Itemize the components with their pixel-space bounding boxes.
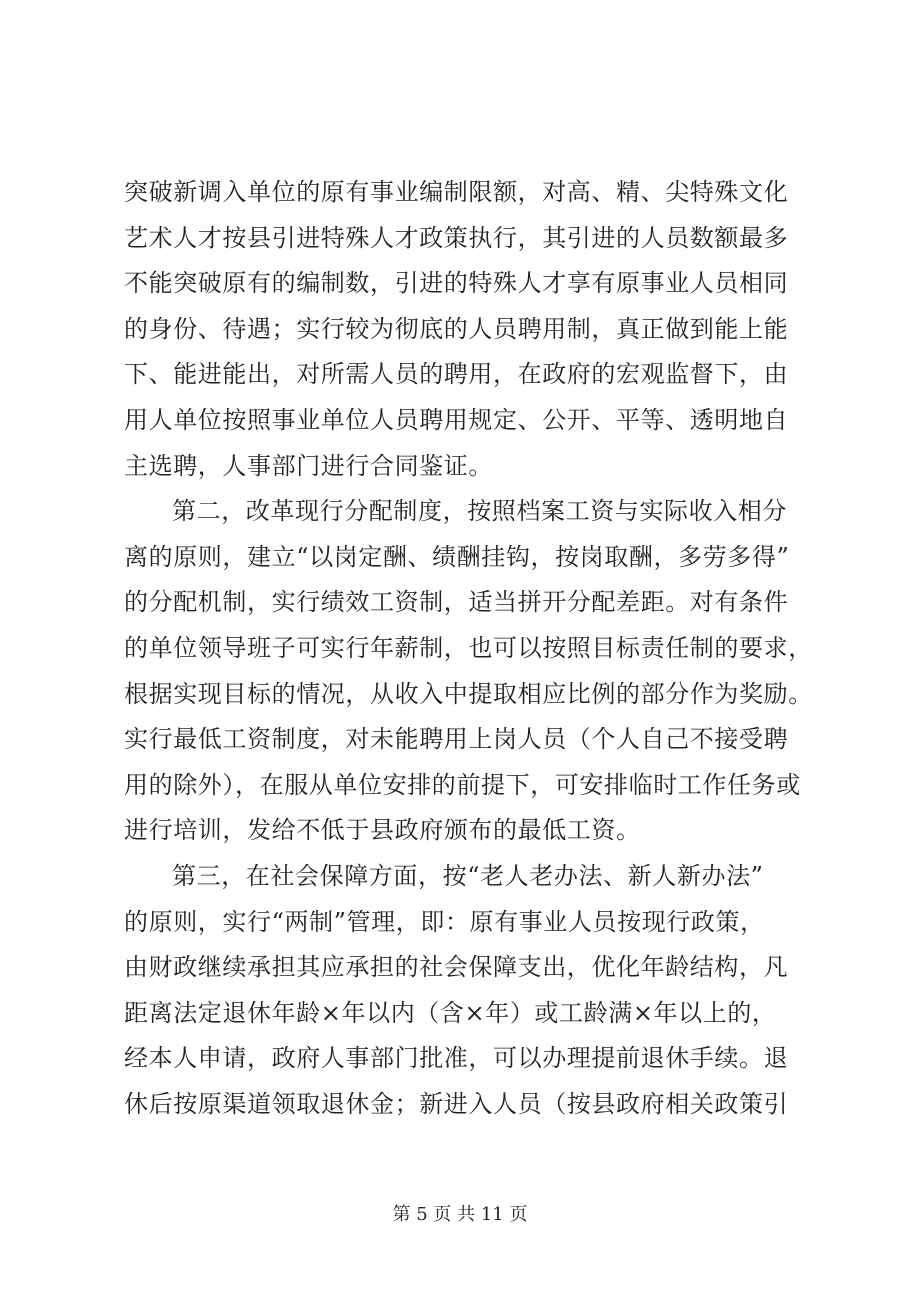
text-line: 休后按原渠道领取退休金；新进入人员（按县政府相关政策引 [124,1089,789,1118]
text-line: 由财政继续承担其应承担的社会保障支出，优化年龄结构，凡 [124,953,789,982]
text-line: 进行培训，发给不低于县政府颁布的最低工资。 [124,816,641,845]
text-line: 实行最低工资制度，对未能聘用上岗人员（个人自己不接受聘 [124,725,789,754]
text-line: 经本人申请，政府人事部门批准，可以办理提前退休手续。退 [124,1044,789,1073]
text-line: 突破新调入单位的原有事业编制限额，对高、精、尖特殊文化 [124,178,789,206]
text-line: 距离法定退休年龄×年以内（含×年）或工龄满×年以上的， [124,998,777,1027]
text-line: 用人单位按照事业单位人员聘用规定、公开、平等、透明地自 [124,405,789,434]
page-indicator: 第 5 页 共 11 页 [392,1204,528,1225]
text-line: 的分配机制，实行绩效工资制，适当拼开分配差距。对有条件 [124,588,789,617]
body-text [124,170,814,1127]
text-line: 的单位领导班子可实行年薪制，也可以按照目标责任制的要求， [124,633,813,662]
text-line: 根据实现目标的情况，从收入中提取相应比例的部分作为奖励。 [124,679,813,708]
page-footer [0,1203,920,1227]
text-line: 艺术人才按县引进特殊人才政策执行，其引进的人员数额最多 [124,223,789,252]
text-line: 的身份、待遇；实行较为彻底的人员聘用制，真正做到能上能 [124,314,789,343]
text-line: 离的原则，建立“以岗定酬、绩酬挂钩，按岗取酬，多劳多得” [124,542,790,571]
text-line: 不能突破原有的编制数，引进的特殊人才享有原事业人员相同 [124,269,789,298]
text-line: 下、能进能出，对所需人员的聘用，在政府的宏观监督下，由 [124,360,789,389]
paragraph-start-line: 第二，改革现行分配制度，按照档案工资与实际收入相分 [172,497,787,526]
paragraph-start-line: 第三，在社会保障方面，按“老人老办法、新人新办法” [172,861,764,890]
text-line: 主选聘，人事部门进行合同鉴证。 [124,451,493,480]
text-line: 用的除外），在服从单位安排的前提下，可安排临时工作任务或 [124,770,801,799]
text-line: 的原则，实行“两制”管理，即：原有事业人员按现行政策， [124,907,765,936]
